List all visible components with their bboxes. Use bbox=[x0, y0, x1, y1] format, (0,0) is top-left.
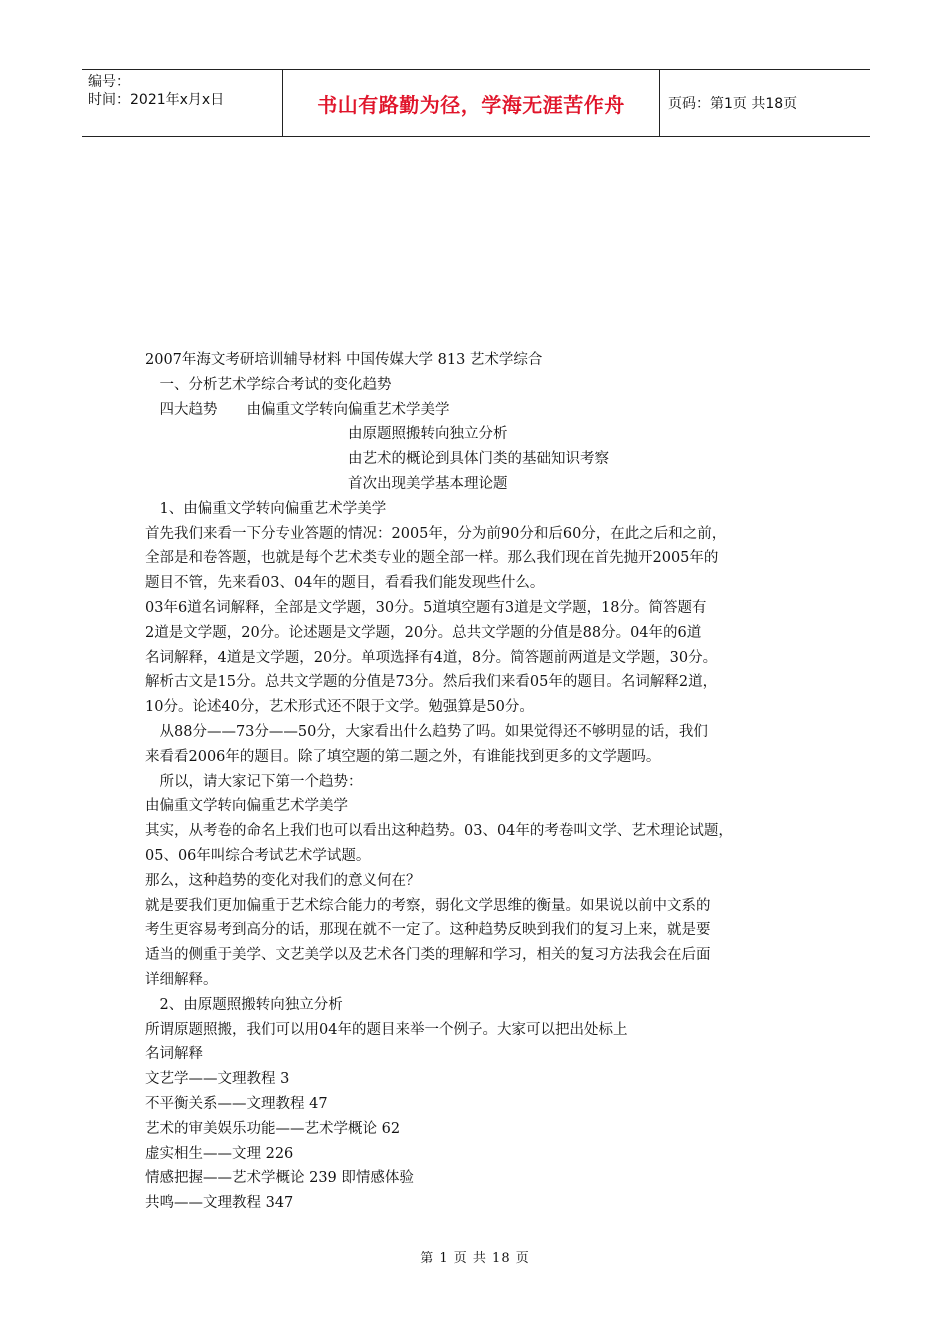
text-line: 四大趋势 由偏重文学转向偏重艺术学美学 bbox=[145, 401, 450, 418]
text-line: 艺术的审美娱乐功能——艺术学概论 62 bbox=[145, 1120, 401, 1137]
text-line: 考生更容易考到高分的话，那现在就不一定了。这种趋势反映到我们的复习上来，就是要 bbox=[145, 922, 711, 939]
text-line: 名词解释 bbox=[145, 1046, 203, 1063]
text-line: 由偏重文学转向偏重艺术学美学 bbox=[145, 798, 348, 815]
text-line: 解析古文是15分。总共文学题的分值是73分。然后我们来看05年的题目。名词解释2道， bbox=[145, 674, 718, 691]
text-line: 题目不管，先来看03、04年的题目，看看我们能发现些什么。 bbox=[145, 575, 545, 592]
text-line: 所谓原题照搬，我们可以用04年的题目来举一个例子。大家可以把出处标上 bbox=[145, 1021, 628, 1038]
text-line: 其实，从考卷的命名上我们也可以看出这种趋势。03、04年的考卷叫文学、艺术理论试题， bbox=[145, 823, 733, 840]
text-line: 由原题照搬转向独立分析 bbox=[145, 426, 508, 443]
text-line: 2007年海文考研培训辅导材料 中国传媒大学 813 艺术学综合 bbox=[145, 352, 543, 368]
page-info: 页码：第1页 共18页 bbox=[668, 96, 798, 112]
text-line: 03年6道名词解释，全部是文学题，30分。5道填空题有3道是文学题，18分。简答题有 bbox=[145, 599, 707, 616]
text-line: 全部是和卷答题，也就是每个艺术类专业的题全部一样。那么我们现在首先抛开2005年的 bbox=[145, 550, 719, 567]
page-footer: 第 1 页 共 18 页 bbox=[420, 1251, 530, 1266]
text-line: 情感把握——艺术学概论 239 即情感体验 bbox=[145, 1170, 414, 1187]
time-label: 时间：2021年x月x日 bbox=[88, 92, 225, 108]
text-line: 适当的侧重于美学、文艺美学以及艺术各门类的理解和学习，相关的复习方法我会在后面 bbox=[145, 947, 711, 964]
document-header bbox=[82, 69, 870, 137]
text-line: 05、06年叫综合考试艺术学试题。 bbox=[145, 847, 371, 864]
text-line: 一、分析艺术学综合考试的变化趋势 bbox=[145, 376, 392, 393]
header-motto-cell bbox=[283, 70, 660, 136]
text-line: 名词解释，4道是文学题，20分。单项选择有4道，8分。简答题前两道是文学题，30分。 bbox=[145, 649, 718, 666]
text-line: 文艺学——文理教程 3 bbox=[145, 1071, 290, 1088]
text-line: 就是要我们更加偏重于艺术综合能力的考察，弱化文学思维的衡量。如果说以前中文系的 bbox=[145, 897, 711, 914]
number-label: 编号： bbox=[88, 74, 130, 90]
header-page-cell bbox=[660, 70, 870, 136]
text-line: 那么，这种趋势的变化对我们的意义何在？ bbox=[145, 872, 421, 889]
text-line: 1、由偏重文学转向偏重艺术学美学 bbox=[145, 500, 387, 517]
motto-text: 书山有路勤为径，学海无涯苦作舟 bbox=[317, 92, 625, 117]
document-body bbox=[145, 348, 825, 1216]
text-line: 来看看2006年的题目。除了填空题的第二题之外，有谁能找到更多的文学题吗。 bbox=[145, 748, 661, 765]
text-line: 所以，请大家记下第一个趋势： bbox=[145, 773, 363, 790]
text-line: 不平衡关系——文理教程 47 bbox=[145, 1095, 328, 1112]
text-line: 首次出现美学基本理论题 bbox=[145, 475, 508, 492]
text-line: 从88分——73分——50分，大家看出什么趋势了吗。如果觉得还不够明显的话，我们 bbox=[145, 723, 708, 740]
header-meta-cell bbox=[82, 70, 283, 136]
text-line: 详细解释。 bbox=[145, 971, 218, 988]
text-line: 10分。论述40分，艺术形式还不限于文学。勉强算是50分。 bbox=[145, 699, 534, 716]
text-line: 虚实相生——文理 226 bbox=[145, 1145, 294, 1162]
text-line: 2、由原题照搬转向独立分析 bbox=[145, 996, 343, 1013]
text-line: 由艺术的概论到具体门类的基础知识考察 bbox=[145, 451, 609, 468]
text-line: 共鸣——文理教程 347 bbox=[145, 1195, 294, 1212]
text-line: 首先我们来看一下分专业答题的情况：2005年，分为前90分和后60分，在此之后和之前， bbox=[145, 525, 727, 542]
text-line: 2道是文学题，20分。论述题是文学题，20分。总共文学题的分值是88分。04年的6道 bbox=[145, 624, 702, 641]
